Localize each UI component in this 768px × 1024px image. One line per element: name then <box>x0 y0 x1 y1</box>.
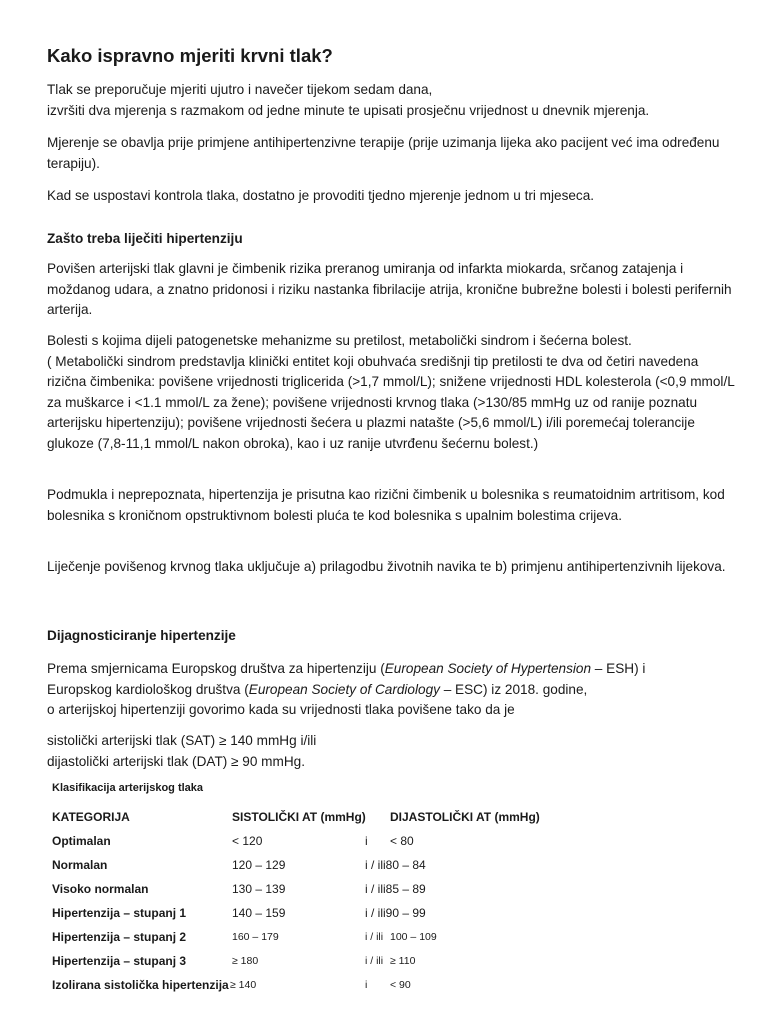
table-cell-connector: i <box>365 979 368 991</box>
treatment-paragraph-4: Liječenje povišenog krvnog tlaka uključuje a) prilagodbu životnih navika te b) primjenu antihipertenzivnih lijekova. <box>47 559 726 574</box>
guideline-line-2: Europskog kardiološkog društva (European Society of Cardiology – ESC) iz 2018. godine, <box>47 681 588 697</box>
criterion-diastolic: dijastolički arterijski tlak (DAT) ≥ 90 mmHg. <box>47 753 305 769</box>
table-cell-connector: i <box>365 834 368 848</box>
intro-line-2: izvršiti dva mjerenja s razmakom od jedne minute te upisati prosječnu vrijednost u dnevnik mjerenja. <box>47 102 650 118</box>
table-cell-systolic: ≥ 180 <box>232 955 259 967</box>
section-heading-diagnosis: Dijagnosticiranje hipertenzije <box>47 628 236 643</box>
table-cell-category: Optimalan <box>52 834 111 848</box>
esc-name: European Society of Cardiology <box>248 681 440 697</box>
intro-paragraph-3: Kad se uspostavi kontrola tlaka, dostatno je provoditi tjedno mjerenje jednom u tri mjeseca. <box>47 188 595 203</box>
table-cell-diastolic: ≥ 110 <box>390 955 416 967</box>
intro-line-1: Tlak se preporučuje mjeriti ujutro i navečer tijekom sedam dana, <box>47 82 433 97</box>
table-cell-systolic: 120 – 129 <box>232 858 286 872</box>
table-cell-systolic: 160 – 179 <box>232 931 279 943</box>
table-cell-connector: i / ili <box>365 955 384 967</box>
header-category: KATEGORIJA <box>52 810 130 824</box>
table-cell-category: Hipertenzija – stupanj 2 <box>52 930 187 944</box>
esh-name: European Society of Hypertension <box>384 661 592 676</box>
table-cell-connector: i / ili <box>365 931 384 943</box>
table-cell-connector-diastolic: i / ili80 – 84 <box>365 858 426 872</box>
table-cell-systolic: < 120 <box>232 834 263 848</box>
treatment-paragraph-3: Podmukla i neprepoznata, hipertenzija je prisutna kao rizični čimbenik u bolesnika s reumatoidnim artritisom, kod bolesnika s kroničnom opstruktivnom bolesti pluća te kod bolesnika s upalnim bolestima crijeva. <box>47 487 725 523</box>
table-caption: Klasifikacija arterijskog tlaka <box>52 782 204 794</box>
metabolic-syndrome-note: ( Metabolički sindrom predstavlja klinički entitet koji obuhvaća središnji tip pretilosti te dva od četiri navedena rizična čimbenika: povišene vrijednosti triglicerida (>1,7 mmol/L); snižene vrijednosti HDL kolesterola (<0,9 mmol/L za muškarce i <1.1 mmol/L za žene); povišene vrijednosti krvnog tlaka (>130/85 mmHg uz od ranije poznatu arterijsku hipertenziju); povišene vrijednosti šećera u plazmi natašte (>5,6 mmol/L) i/ili poremećaj tolerancije glukoze (7,8-11,1 mmol/L nakon obroka), kao i uz ranije utvrđenu šećernu bolest.) <box>47 353 735 451</box>
comorbidity-line: Bolesti s kojima dijeli patogenetske mehanizme su pretilost, metabolički sindrom i šećerna bolest. <box>47 333 632 348</box>
intro-paragraph-1 <box>47 80 737 121</box>
table-cell-diastolic: < 80 <box>390 834 414 848</box>
header-diastolic: DIJASTOLIČKI AT (mmHg) <box>390 810 540 824</box>
section-heading-treatment: Zašto treba liječiti hipertenziju <box>47 231 243 246</box>
diagnosis-criteria <box>47 731 737 772</box>
diagnosis-paragraph <box>47 659 737 721</box>
guideline-line-3: o arterijskoj hipertenziji govorimo kada su vrijednosti tlaka povišene tako da je <box>47 702 515 718</box>
table-cell-systolic: 140 – 159 <box>232 906 286 920</box>
guideline-line-1: Prema smjernicama Europskog društva za hipertenziju (European Society of Hypertension – ESH) i <box>47 661 646 676</box>
table-cell-category: Hipertenzija – stupanj 3 <box>52 954 187 968</box>
table-cell-connector-diastolic: i / ili90 – 99 <box>365 906 426 920</box>
treatment-paragraph-1: Povišen arterijski tlak glavni je čimbenik rizika preranog umiranja od infarkta miokarda, srčanog zatajenja i moždanog udara, a znatno pridonosi i riziku nastanka fibrilacije atrija, kronične bubrežne bolesti i bolesti perifernih arterija. <box>47 261 732 318</box>
table-cell-category: Normalan <box>52 858 108 872</box>
table-cell-systolic: 130 – 139 <box>232 882 286 896</box>
table-cell-diastolic: < 90 <box>390 979 411 991</box>
criterion-systolic: sistolički arterijski tlak (SAT) ≥ 140 mmHg i/ili <box>47 733 317 748</box>
page-title: Kako ispravno mjeriti krvni tlak? <box>47 45 333 66</box>
table-cell-category: Izolirana sistolička hipertenzija <box>52 978 229 992</box>
intro-paragraph-2: Mjerenje se obavlja prije primjene antihipertenzivne terapije (prije uzimanja lijeka ako pacijent već ima određenu terapiju). <box>47 135 720 171</box>
header-systolic: SISTOLIČKI AT (mmHg) <box>232 810 366 824</box>
table-cell-diastolic: 100 – 109 <box>390 931 437 943</box>
table-cell-category: Visoko normalan <box>52 882 149 896</box>
treatment-paragraph-2 <box>47 331 737 455</box>
table-cell-connector-diastolic: i / ili85 – 89 <box>365 882 426 896</box>
table-cell-systolic: ≥ 140 <box>230 979 257 991</box>
table-cell-category: Hipertenzija – stupanj 1 <box>52 906 187 920</box>
